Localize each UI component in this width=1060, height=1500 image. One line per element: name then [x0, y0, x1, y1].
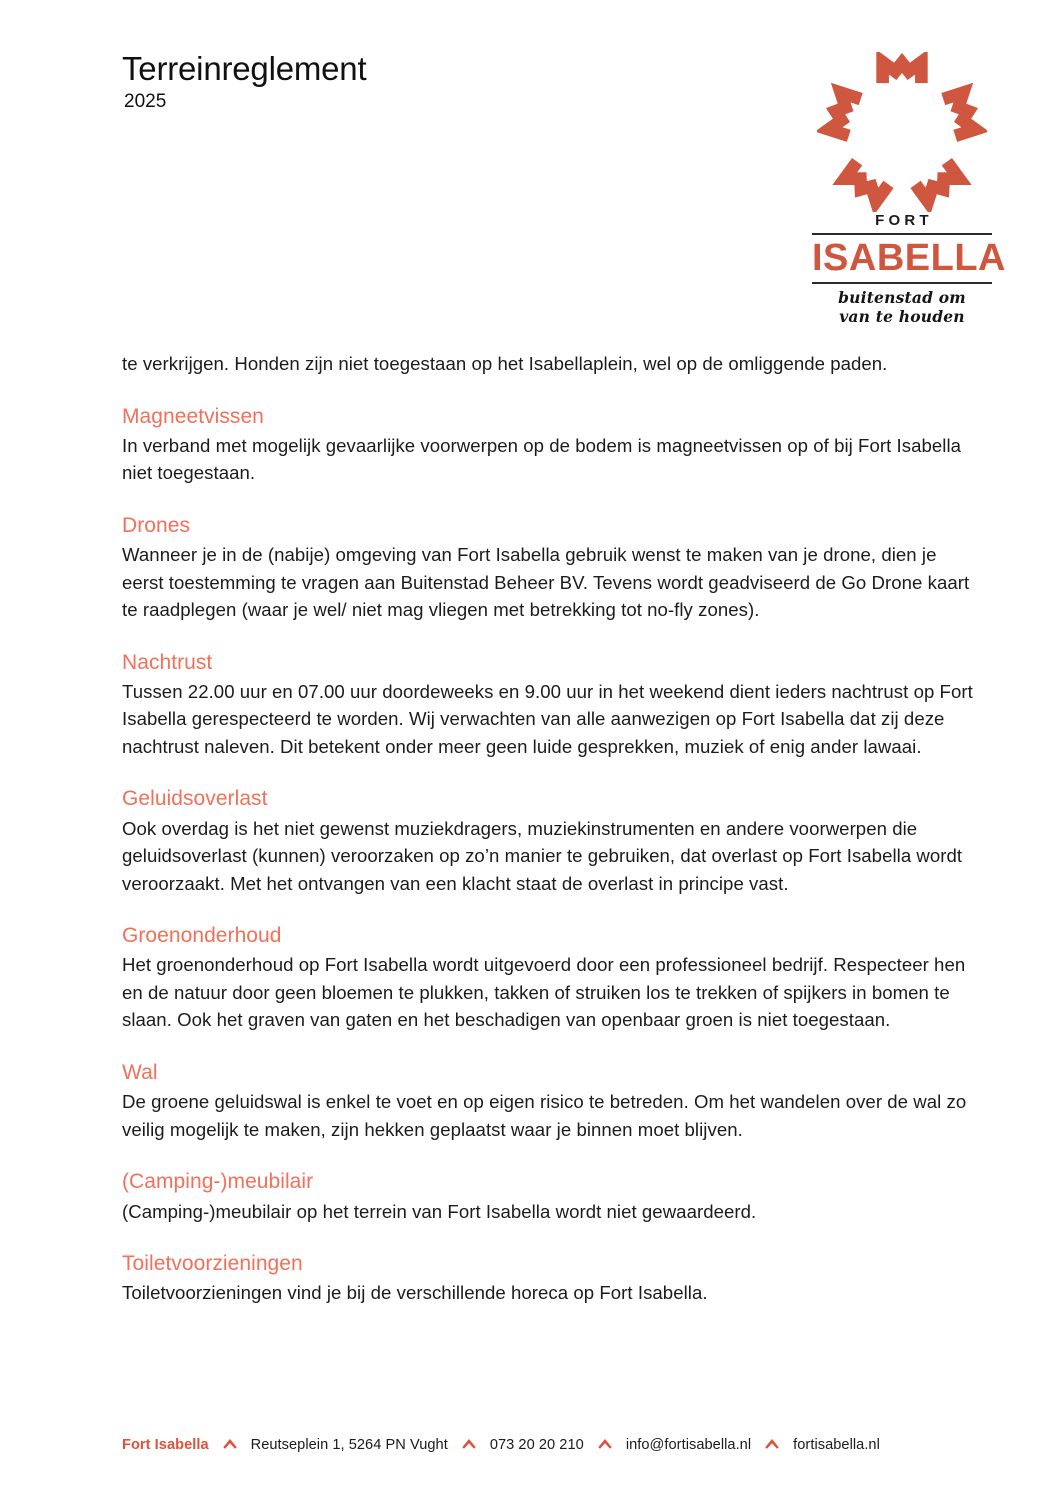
footer-address: Reutseplein 1, 5264 PN Vught	[250, 1437, 448, 1453]
section-body: Het groenonderhoud op Fort Isabella wordt uitgevoerd door een professioneel bedrijf. Respecteer hen en de natuur door geen bloemen te plukken, takken of struiken los te trekken of spijkers in bomen te slaan. Ook het graven van gaten en het beschadigen van openbaar groen is niet toegestaan.	[122, 954, 966, 1031]
section-body: Ook overdag is het niet gewenst muziekdragers, muziekinstrumenten en andere voorwerpen die geluidsoverlast (kunnen) veroorzaken op zo’n manier te gebruiken, dat overlast op Fort Isabella wordt veroorzaakt. Met het ontvangen van een klacht staat de overlast in principe vast.	[122, 817, 963, 894]
section-body: De groene geluidswal is enkel te voet en op eigen risico te betreden. Om het wandelen over de wal zo veilig mogelijk te maken, zijn hekken geplaatst waar je binnen moet blijven.	[122, 1091, 967, 1140]
section-heading: Toiletvoorzieningen	[122, 1252, 303, 1276]
document-year: 2025	[124, 90, 167, 112]
logo-fort-word: FORT	[875, 212, 933, 229]
section-toiletvoorzieningen	[122, 1251, 977, 1307]
logo-tagline-line2: van te houden	[839, 306, 965, 326]
logo-tagline-line1: buitenstad om	[838, 287, 966, 307]
section-body: Toiletvoorzieningen vind je bij de verschillende horeca op Fort Isabella.	[122, 1282, 708, 1304]
document-header	[122, 50, 1006, 326]
section-heading: Groenonderhoud	[122, 924, 282, 948]
section-wal	[122, 1060, 977, 1143]
footer-website[interactable]: fortisabella.nl	[793, 1437, 880, 1453]
document-body	[122, 350, 977, 1307]
fort-star-icon	[817, 52, 987, 212]
section-drones	[122, 513, 977, 624]
document-footer	[122, 1436, 982, 1454]
logo-tagline	[812, 289, 992, 327]
fort-isabella-logo	[812, 52, 1006, 327]
section-magneetvissen	[122, 404, 977, 487]
section-heading: Wal	[122, 1060, 158, 1084]
chevron-up-icon	[760, 1436, 784, 1454]
chevron-up-icon	[593, 1436, 617, 1454]
chevron-up-icon	[457, 1436, 481, 1454]
section-heading: Geluidsoverlast	[122, 787, 268, 811]
footer-email[interactable]: info@fortisabella.nl	[625, 1437, 752, 1453]
section-heading: Magneetvissen	[122, 404, 264, 428]
chevron-up-icon	[218, 1436, 242, 1454]
section-heading: (Camping-)meubilair	[122, 1170, 314, 1194]
section-body: Wanneer je in de (nabije) omgeving van Fort Isabella gebruik wenst te maken van je drone, dien je eerst toestemming te vragen aan Buitenstad Beheer BV. Tevens wordt geadviseerd de Go Drone kaart te raadplegen (waar je wel/ niet mag vliegen met betrekking tot no-fly zones).	[122, 544, 970, 621]
section-groenonderhoud	[122, 923, 977, 1034]
section-body: In verband met mogelijk gevaarlijke voorwerpen op de bodem is magneetvissen op of bij Fort Isabella niet toegestaan.	[122, 434, 962, 484]
section-camping-meubilair	[122, 1169, 977, 1225]
page-title: Terreinreglement	[122, 50, 367, 87]
logo-name: ISABELLA	[812, 237, 1006, 279]
footer-brand: Fort Isabella	[122, 1437, 209, 1453]
footer-phone[interactable]: 073 20 20 210	[489, 1437, 584, 1453]
section-body: (Camping-)meubilair op het terrein van Fort Isabella wordt niet gewaardeerd.	[122, 1200, 757, 1222]
section-body: Tussen 22.00 uur en 07.00 uur doordeweeks en 9.00 uur in het weekend dient ieders nachtrust op Fort Isabella gerespecteerd te worden. Wij verwachten van alle aanwezigen op Fort Isabella dat zij deze nachtrust naleven. Dit betekent onder meer geen luide gesprekken, muziek of enig ander lawaai.	[122, 680, 973, 757]
section-heading: Nachtrust	[122, 650, 213, 674]
section-heading: Drones	[122, 513, 190, 537]
intro-paragraph: te verkrijgen. Honden zijn niet toegestaan op het Isabellaplein, wel op de omliggende paden.	[122, 353, 888, 374]
section-nachtrust	[122, 650, 977, 761]
logo-rule-bottom	[812, 282, 992, 284]
logo-rule-top	[812, 233, 992, 235]
section-geluidsoverlast	[122, 786, 977, 897]
